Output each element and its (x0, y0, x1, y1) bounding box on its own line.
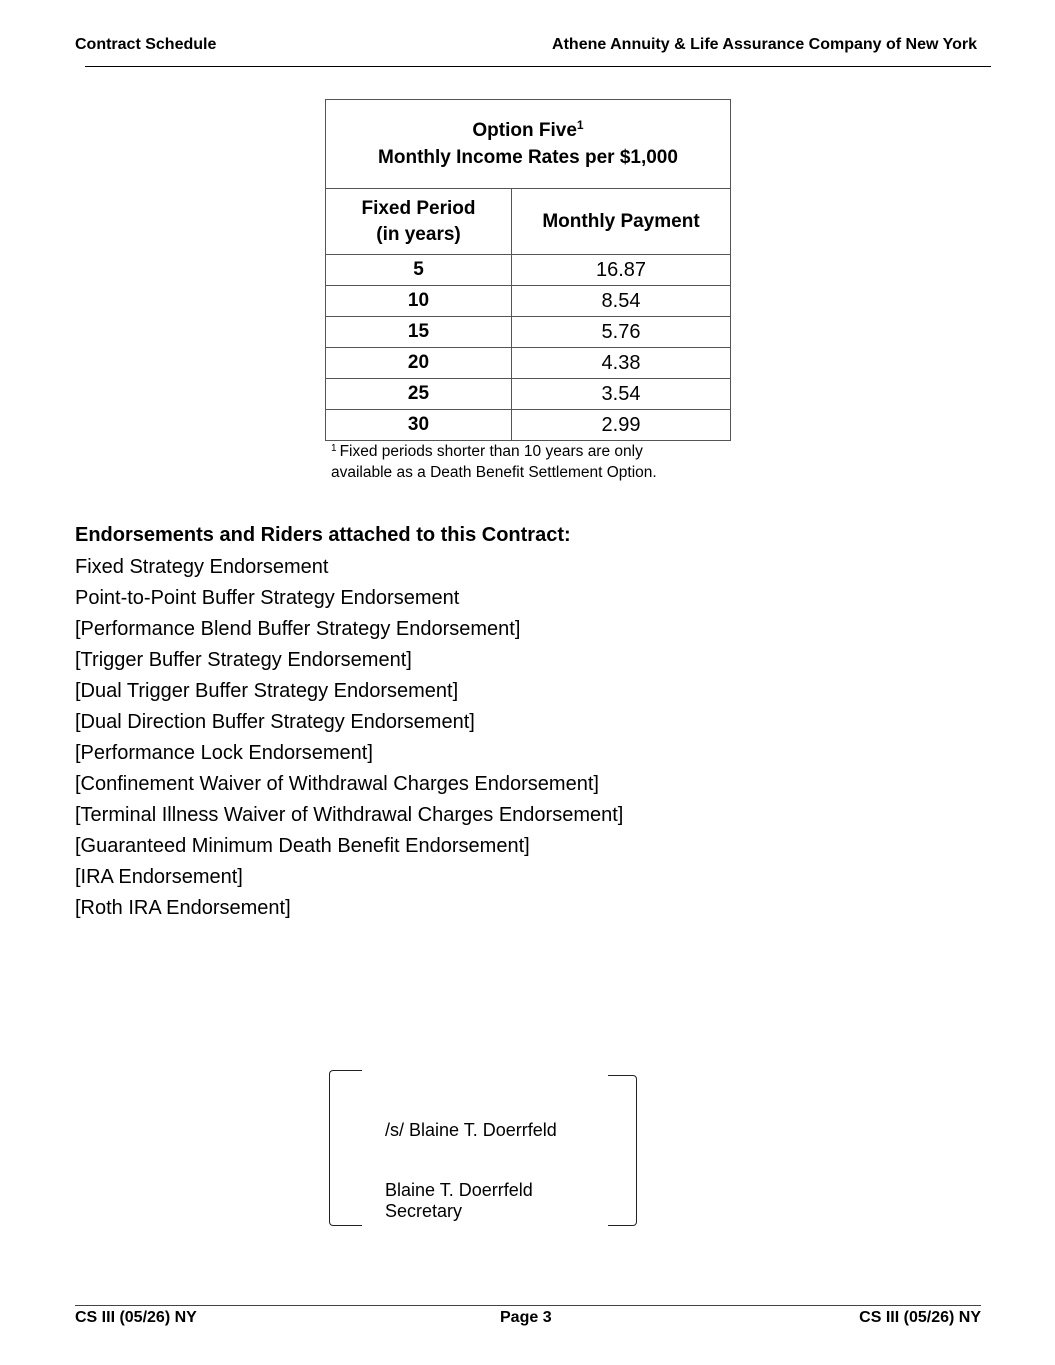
column-header-line1: Fixed Period (361, 197, 476, 219)
monthly-payment-cell: 8.54 (512, 286, 731, 317)
endorsement-item: [Trigger Buffer Strategy Endorsement] (75, 649, 412, 671)
table-row (326, 286, 731, 317)
table-footnote (331, 441, 731, 483)
column-header-monthly-payment: Monthly Payment (512, 189, 731, 255)
endorsement-item: Point-to-Point Buffer Strategy Endorsement (75, 587, 460, 609)
signature-block (329, 1070, 637, 1226)
footnote-ref: 1 (576, 118, 584, 132)
table-row (326, 317, 731, 348)
fixed-period-cell: 25 (326, 379, 512, 410)
endorsement-item: [Terminal Illness Waiver of Withdrawal Charges Endorsement] (75, 804, 624, 826)
footer-divider (75, 1305, 981, 1306)
endorsements-heading: Endorsements and Riders attached to this Contract: (75, 524, 571, 546)
endorsement-item: [Dual Trigger Buffer Strategy Endorsement] (75, 680, 459, 702)
right-bracket (608, 1075, 637, 1226)
footer-form-number-left: CS III (05/26) NY (75, 1309, 197, 1326)
header-company-name: Athene Annuity & Life Assurance Company of New York (552, 36, 977, 53)
fixed-period-cell: 30 (326, 410, 512, 441)
table-title-line1: Option Five (472, 120, 577, 141)
endorsement-item: [Performance Lock Endorsement] (75, 742, 373, 764)
endorsement-item: Fixed Strategy Endorsement (75, 556, 329, 578)
monthly-payment-cell: 3.54 (512, 379, 731, 410)
fixed-period-cell: 10 (326, 286, 512, 317)
fixed-period-cell: 20 (326, 348, 512, 379)
monthly-payment-cell: 16.87 (512, 255, 731, 286)
column-header-line2: (in years) (376, 223, 461, 245)
page-header (75, 36, 977, 56)
monthly-payment-cell: 2.99 (512, 410, 731, 441)
header-left-title: Contract Schedule (75, 36, 217, 53)
fixed-period-cell: 15 (326, 317, 512, 348)
signatory-title: Secretary (385, 1201, 463, 1221)
table-row (326, 348, 731, 379)
endorsement-item: [Roth IRA Endorsement] (75, 897, 291, 919)
footnote-line2: available as a Death Benefit Settlement Option. (331, 464, 657, 481)
monthly-payment-cell: 5.76 (512, 317, 731, 348)
endorsement-item: [IRA Endorsement] (75, 866, 243, 888)
endorsement-item: [Dual Direction Buffer Strategy Endorsement] (75, 711, 475, 733)
table-row (326, 410, 731, 441)
monthly-payment-cell: 4.38 (512, 348, 731, 379)
endorsement-item: [Guaranteed Minimum Death Benefit Endorsement] (75, 835, 530, 857)
table-title (326, 100, 731, 189)
signature-line: /s/ Blaine T. Doerrfeld (385, 1120, 557, 1140)
left-bracket (329, 1070, 362, 1226)
endorsements-list (75, 555, 623, 927)
footer-form-number-right: CS III (05/26) NY (859, 1309, 981, 1326)
page-footer (75, 1309, 981, 1329)
signatory-name: Blaine T. Doerrfeld (385, 1180, 533, 1200)
endorsement-item: [Performance Blend Buffer Strategy Endorsement] (75, 618, 521, 640)
table-row (326, 379, 731, 410)
footnote-line1: Fixed periods shorter than 10 years are only (339, 443, 643, 460)
page-number: Page 3 (500, 1309, 552, 1326)
table-title-line2: Monthly Income Rates per $1,000 (378, 147, 678, 168)
fixed-period-cell: 5 (326, 255, 512, 286)
monthly-income-rates-table (325, 99, 731, 441)
footnote-marker: 1 (331, 443, 337, 454)
table-row (326, 255, 731, 286)
header-divider (85, 66, 991, 67)
column-header-fixed-period (326, 189, 512, 255)
endorsement-item: [Confinement Waiver of Withdrawal Charges Endorsement] (75, 773, 599, 795)
signatory (385, 1180, 533, 1222)
